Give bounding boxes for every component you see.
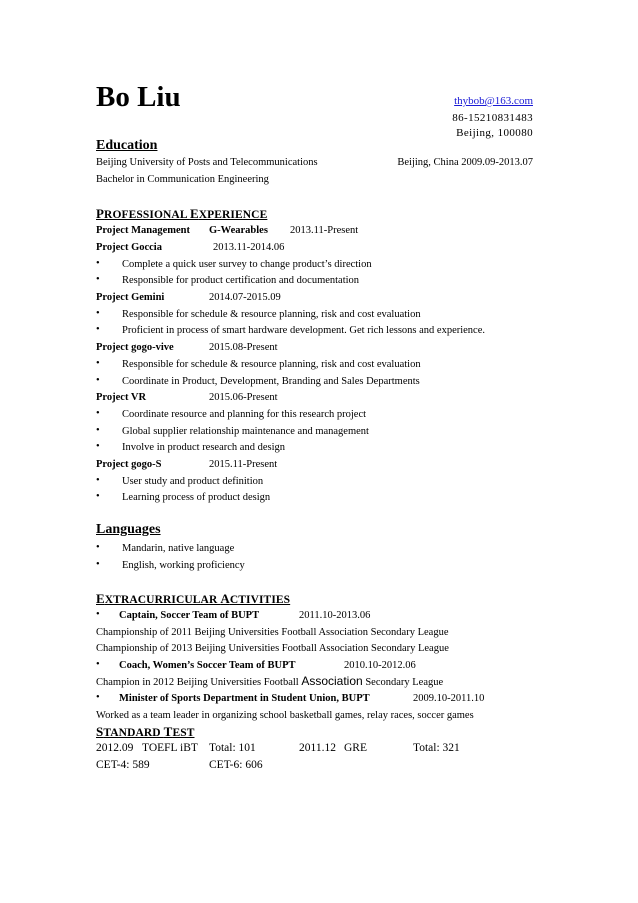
- test-name: GRE: [344, 742, 367, 754]
- project-title: Project VR: [96, 392, 147, 403]
- bullet-icon: •: [96, 358, 100, 369]
- list-item: Responsible for schedule & resource planning, risk and cost evaluation: [122, 309, 421, 320]
- list-item: Responsible for product certification and documentation: [122, 275, 360, 286]
- list-item: Coordinate resource and planning for this research project: [122, 409, 367, 420]
- bullet-icon: •: [96, 274, 100, 285]
- address: Beijing, 100080: [456, 127, 533, 139]
- project-title: Project Management: [96, 225, 190, 236]
- phone-number: 86-15210831483: [452, 112, 533, 124]
- bullet-icon: •: [96, 425, 100, 436]
- project-title: Project gogo-vive: [96, 342, 174, 353]
- activities-heading: EXTRACURRICULAR ACTIVITIES: [96, 591, 291, 606]
- project-dates: 2015.08-Present: [209, 342, 278, 353]
- list-item: Mandarin, native language: [122, 543, 235, 554]
- bullet-icon: •: [96, 408, 100, 419]
- activity-title: Minister of Sports Department in Student Union, BUPT: [119, 693, 370, 704]
- test-date: 2012.09: [96, 742, 134, 754]
- list-item: English, working proficiency: [122, 560, 245, 571]
- bullet-icon: •: [96, 324, 100, 335]
- activity-detail: Champion in 2012 Beijing Universities Football Association Secondary League: [96, 674, 444, 688]
- bullet-icon: •: [96, 559, 100, 570]
- project-title: Project Goccia: [96, 242, 162, 253]
- activity-dates: 2009.10-2011.10: [413, 693, 485, 704]
- bullet-icon: •: [96, 609, 100, 620]
- project-dates: 2015.06-Present: [209, 392, 278, 403]
- list-item: Coordinate in Product, Development, Branding and Sales Departments: [122, 376, 420, 387]
- test-score: Total: 321: [413, 742, 460, 754]
- project-dates: 2013.11-Present: [290, 225, 359, 236]
- project-dates: 2015.11-Present: [209, 459, 278, 470]
- languages-heading: Languages: [96, 522, 161, 537]
- tests-heading: STANDARD TEST: [96, 724, 195, 739]
- test-score: CET-4: 589: [96, 759, 150, 771]
- education-degree: Bachelor in Communication Engineering: [96, 174, 269, 185]
- project-dates: 2014.07-2015.09: [209, 292, 281, 303]
- test-score: CET-6: 606: [209, 759, 263, 771]
- test-date: 2011.12: [299, 742, 336, 754]
- bullet-icon: •: [96, 475, 100, 486]
- activity-detail: Championship of 2013 Beijing Universities Football Association Secondary League: [96, 643, 449, 654]
- bullet-icon: •: [96, 308, 100, 319]
- bullet-icon: •: [96, 441, 100, 452]
- activity-detail: Championship of 2011 Beijing Universities Football Association Secondary League: [96, 627, 449, 638]
- bullet-icon: •: [96, 659, 100, 670]
- activity-title: Captain, Soccer Team of BUPT: [119, 610, 260, 621]
- list-item: Global supplier relationship maintenance and management: [122, 426, 369, 437]
- email-link[interactable]: thybob@163.com: [454, 95, 533, 107]
- activity-dates: 2011.10-2013.06: [299, 610, 371, 621]
- list-item: Learning process of product design: [122, 492, 271, 503]
- candidate-name: Bo Liu: [96, 81, 181, 113]
- experience-heading: PROFESSIONAL EXPERIENCE: [96, 206, 268, 221]
- education-university: Beijing University of Posts and Telecommunications: [96, 157, 318, 168]
- project-company: G-Wearables: [209, 225, 268, 236]
- bullet-icon: •: [96, 375, 100, 386]
- bullet-icon: •: [96, 692, 100, 703]
- activity-title: Coach, Women’s Soccer Team of BUPT: [119, 660, 296, 671]
- list-item: Complete a quick user survey to change product’s direction: [122, 259, 372, 270]
- list-item: Involve in product research and design: [122, 442, 285, 453]
- activity-detail: Worked as a team leader in organizing school basketball games, relay races, soccer games: [96, 710, 474, 721]
- project-title: Project Gemini: [96, 292, 165, 303]
- bullet-icon: •: [96, 491, 100, 502]
- education-heading: Education: [96, 138, 158, 153]
- activity-dates: 2010.10-2012.06: [344, 660, 416, 671]
- list-item: Proficient in process of smart hardware development. Get rich lessons and experience.: [122, 325, 485, 336]
- test-score: Total: 101: [209, 742, 256, 754]
- bullet-icon: •: [96, 258, 100, 269]
- list-item: Responsible for schedule & resource planning, risk and cost evaluation: [122, 359, 421, 370]
- bullet-icon: •: [96, 542, 100, 553]
- education-location-dates: Beijing, China 2009.09-2013.07: [397, 157, 533, 168]
- test-name: TOEFL iBT: [142, 742, 198, 754]
- project-dates: 2013.11-2014.06: [213, 242, 285, 253]
- project-title: Project gogo-S: [96, 459, 162, 470]
- list-item: User study and product definition: [122, 476, 264, 487]
